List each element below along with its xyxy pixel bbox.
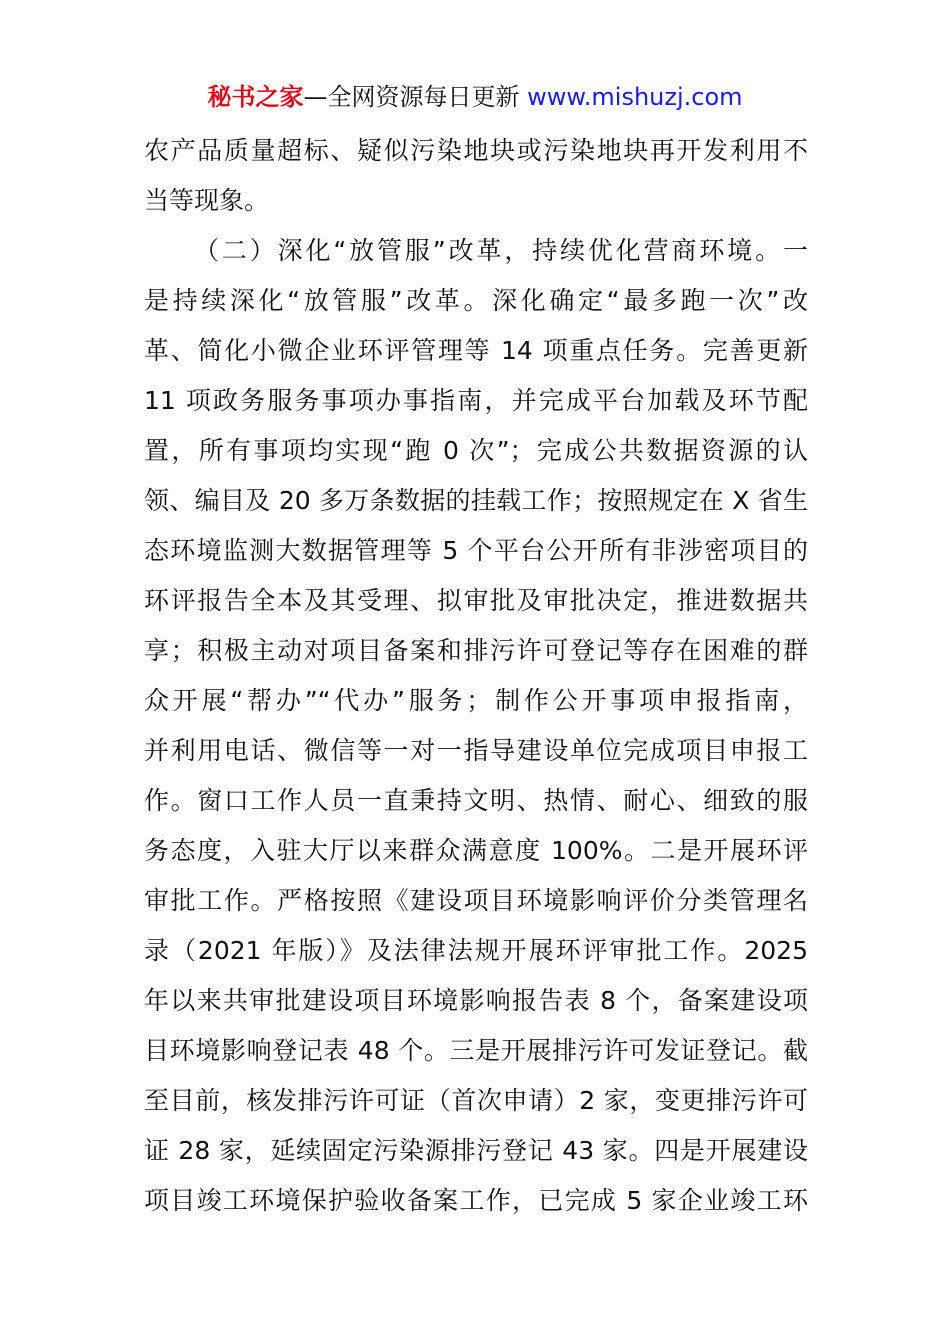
text-line: 环评报告全本及其受理、拟审批及审批决定，推进数据共 bbox=[144, 586, 808, 615]
site-url-link[interactable]: www.mishuzj.com bbox=[527, 83, 743, 111]
site-header bbox=[0, 80, 950, 114]
brand-name: 秘书之家 bbox=[207, 83, 304, 111]
text-line: 态环境监测大数据管理等 5 个平台公开所有非涉密项目的 bbox=[144, 536, 808, 565]
text-line: 置，所有事项均实现“跑 0 次”；完成公共数据资源的认 bbox=[144, 436, 808, 465]
text-line: 录（2021 年版）》及法律法规开展环评审批工作。2025 bbox=[144, 936, 808, 965]
text-line: 作。窗口工作人员一直秉持文明、热情、耐心、细致的服 bbox=[144, 786, 808, 815]
text-line: 领、编目及 20 多万条数据的挂载工作；按照规定在 X 省生 bbox=[144, 486, 808, 515]
text-line: 目环境影响登记表 48 个。三是开展排污许可发证登记。截 bbox=[144, 1036, 808, 1065]
text-line: 务态度，入驻大厅以来群众满意度 100%。二是开展环评 bbox=[144, 836, 808, 865]
text-line: 审批工作。严格按照《建设项目环境影响评价分类管理名 bbox=[144, 886, 808, 915]
header-tagline: —全网资源每日更新 bbox=[303, 83, 528, 111]
text-line: 证 28 家，延续固定污染源排污登记 43 家。四是开展建设 bbox=[144, 1136, 808, 1165]
text-line: 项目竣工环境保护验收备案工作，已完成 5 家企业竣工环 bbox=[144, 1186, 808, 1215]
text-line: 当等现象。 bbox=[144, 186, 270, 215]
document-body bbox=[144, 126, 808, 1226]
text-line: 至目前，核发排污许可证（首次申请）2 家，变更排污许可 bbox=[144, 1086, 808, 1115]
text-line: 革、简化小微企业环评管理等 14 项重点任务。完善更新 bbox=[144, 336, 808, 365]
text-line: 年以来共审批建设项目环境影响报告表 8 个，备案建设项 bbox=[144, 986, 808, 1015]
text-line: 并利用电话、微信等一对一指导建设单位完成项目申报工 bbox=[144, 736, 808, 765]
section-heading-line: （二）深化“放管服”改革，持续优化营商环境。一 bbox=[194, 236, 808, 265]
text-line: 众开展“帮办”“代办”服务；制作公开事项申报指南， bbox=[144, 686, 808, 715]
text-line: 农产品质量超标、疑似污染地块或污染地块再开发利用不 bbox=[144, 136, 808, 165]
text-line: 11 项政务服务事项办事指南，并完成平台加载及环节配 bbox=[144, 386, 808, 415]
text-line: 享；积极主动对项目备案和排污许可登记等存在困难的群 bbox=[144, 636, 808, 665]
text-line: 是持续深化“放管服”改革。深化确定“最多跑一次”改 bbox=[144, 286, 808, 315]
